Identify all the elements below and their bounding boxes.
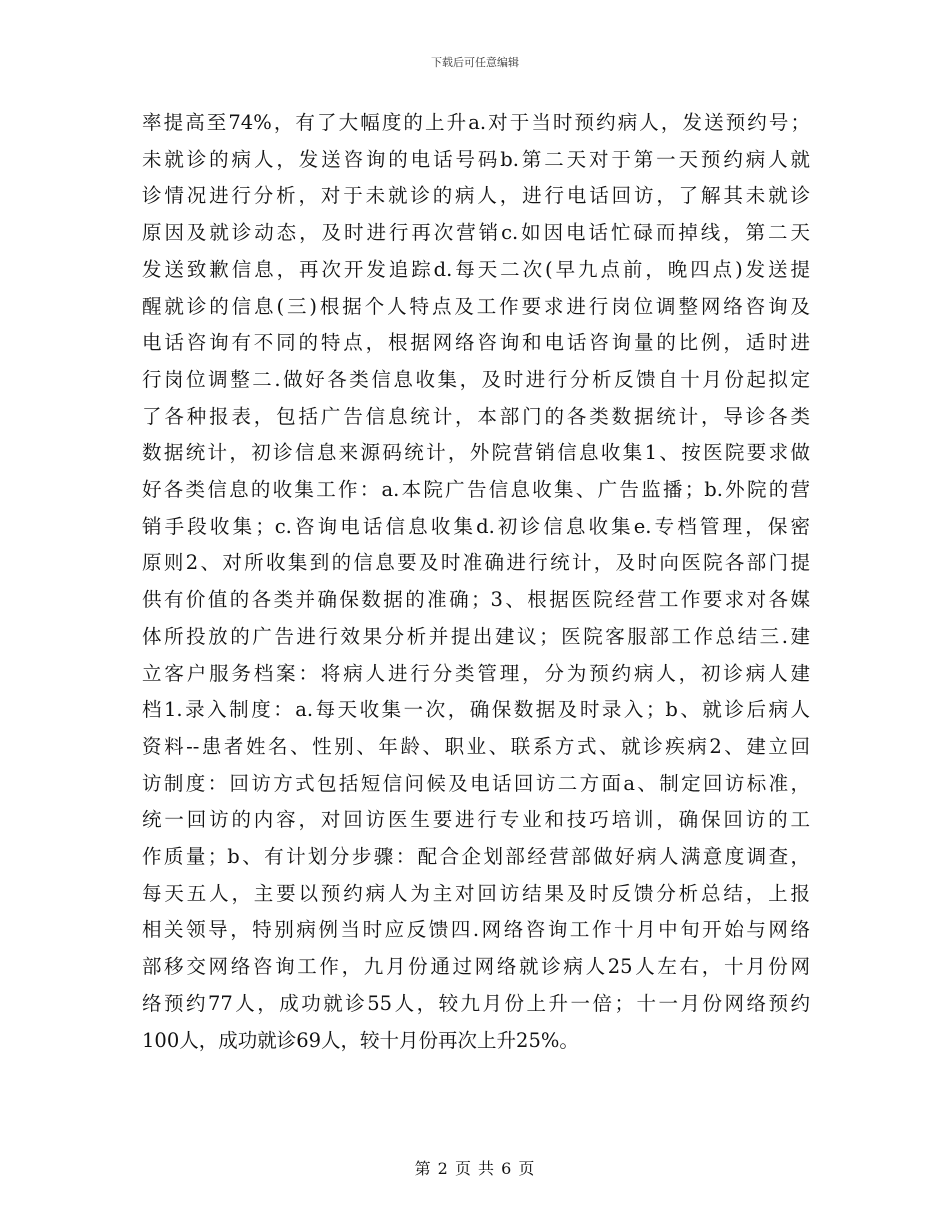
body-line: 率提高至74%，有了大幅度的上升a.对于当时预约病人，发送预约号；: [142, 111, 810, 134]
body-line: 销手段收集；c.咨询电话信息收集d.初诊信息收集e.专档管理，保密: [142, 514, 810, 538]
body-line: 资料--患者姓名、性别、年龄、职业、联系方式、就诊疾病2、建立回: [142, 734, 810, 758]
body-line: 访制度：回访方式包括短信问候及电话回访二方面a、制定回访标准，: [142, 771, 810, 795]
body-line: 行岗位调整二.做好各类信息收集，及时进行分析反馈自十月份起拟定: [142, 367, 810, 391]
body-line: 了各种报表，包括广告信息统计，本部门的各类数据统计，导诊各类: [142, 404, 810, 428]
body-line: 原因及就诊动态，及时进行再次营销c.如因电话忙碌而掉线，第二天: [142, 221, 810, 245]
body-line: 原则2、对所收集到的信息要及时准确进行统计，及时向医院各部门提: [142, 551, 810, 575]
body-line: 100人，成功就诊69人，较十月份再次上升25%。: [142, 1028, 579, 1052]
body-line: 诊情况进行分析，对于未就诊的病人，进行电话回访，了解其未就诊: [142, 184, 810, 208]
body-line: 部移交网络咨询工作，九月份通过网络就诊病人25人左右，十月份网: [142, 955, 810, 979]
page-header-note: 下载后可任意编辑: [431, 56, 519, 69]
body-line: 作质量；b、有计划分步骤：配合企划部经营部做好病人满意度调查，: [142, 845, 810, 869]
body-line: 醒就诊的信息(三)根据个人特点及工作要求进行岗位调整网络咨询及: [142, 294, 810, 318]
body-line: 电话咨询有不同的特点，根据网络咨询和电话咨询量的比例，适时进: [142, 331, 810, 355]
document-body: [142, 105, 810, 1059]
page-number-footer: 第 2 页 共 6 页: [414, 1159, 536, 1178]
body-line: 数据统计，初诊信息来源码统计，外院营销信息收集1、按医院要求做: [142, 441, 810, 465]
body-line: 立客户服务档案：将病人进行分类管理，分为预约病人，初诊病人建: [142, 661, 810, 685]
body-line: 络预约77人，成功就诊55人，较九月份上升一倍；十一月份网络预约: [142, 991, 810, 1015]
body-line: 好各类信息的收集工作：a.本院广告信息收集、广告监播；b.外院的营: [142, 478, 810, 502]
body-line: 统一回访的内容，对回访医生要进行专业和技巧培训，确保回访的工: [142, 808, 810, 832]
body-line: 发送致歉信息，再次开发追踪d.每天二次(早九点前，晚四点)发送提: [142, 257, 810, 281]
body-line: 体所投放的广告进行效果分析并提出建议；医院客服部工作总结三.建: [142, 624, 810, 648]
body-line: 档1.录入制度：a.每天收集一次，确保数据及时录入；b、就诊后病人: [142, 698, 810, 722]
body-line: 供有价值的各类并确保数据的准确；3、根据医院经营工作要求对各媒: [142, 588, 810, 612]
body-line: 每天五人，主要以预约病人为主对回访结果及时反馈分析总结，上报: [142, 881, 810, 905]
body-line: 未就诊的病人，发送咨询的电话号码b.第二天对于第一天预约病人就: [142, 147, 810, 171]
body-line: 相关领导，特别病例当时应反馈四.网络咨询工作十月中旬开始与网络: [142, 918, 810, 942]
